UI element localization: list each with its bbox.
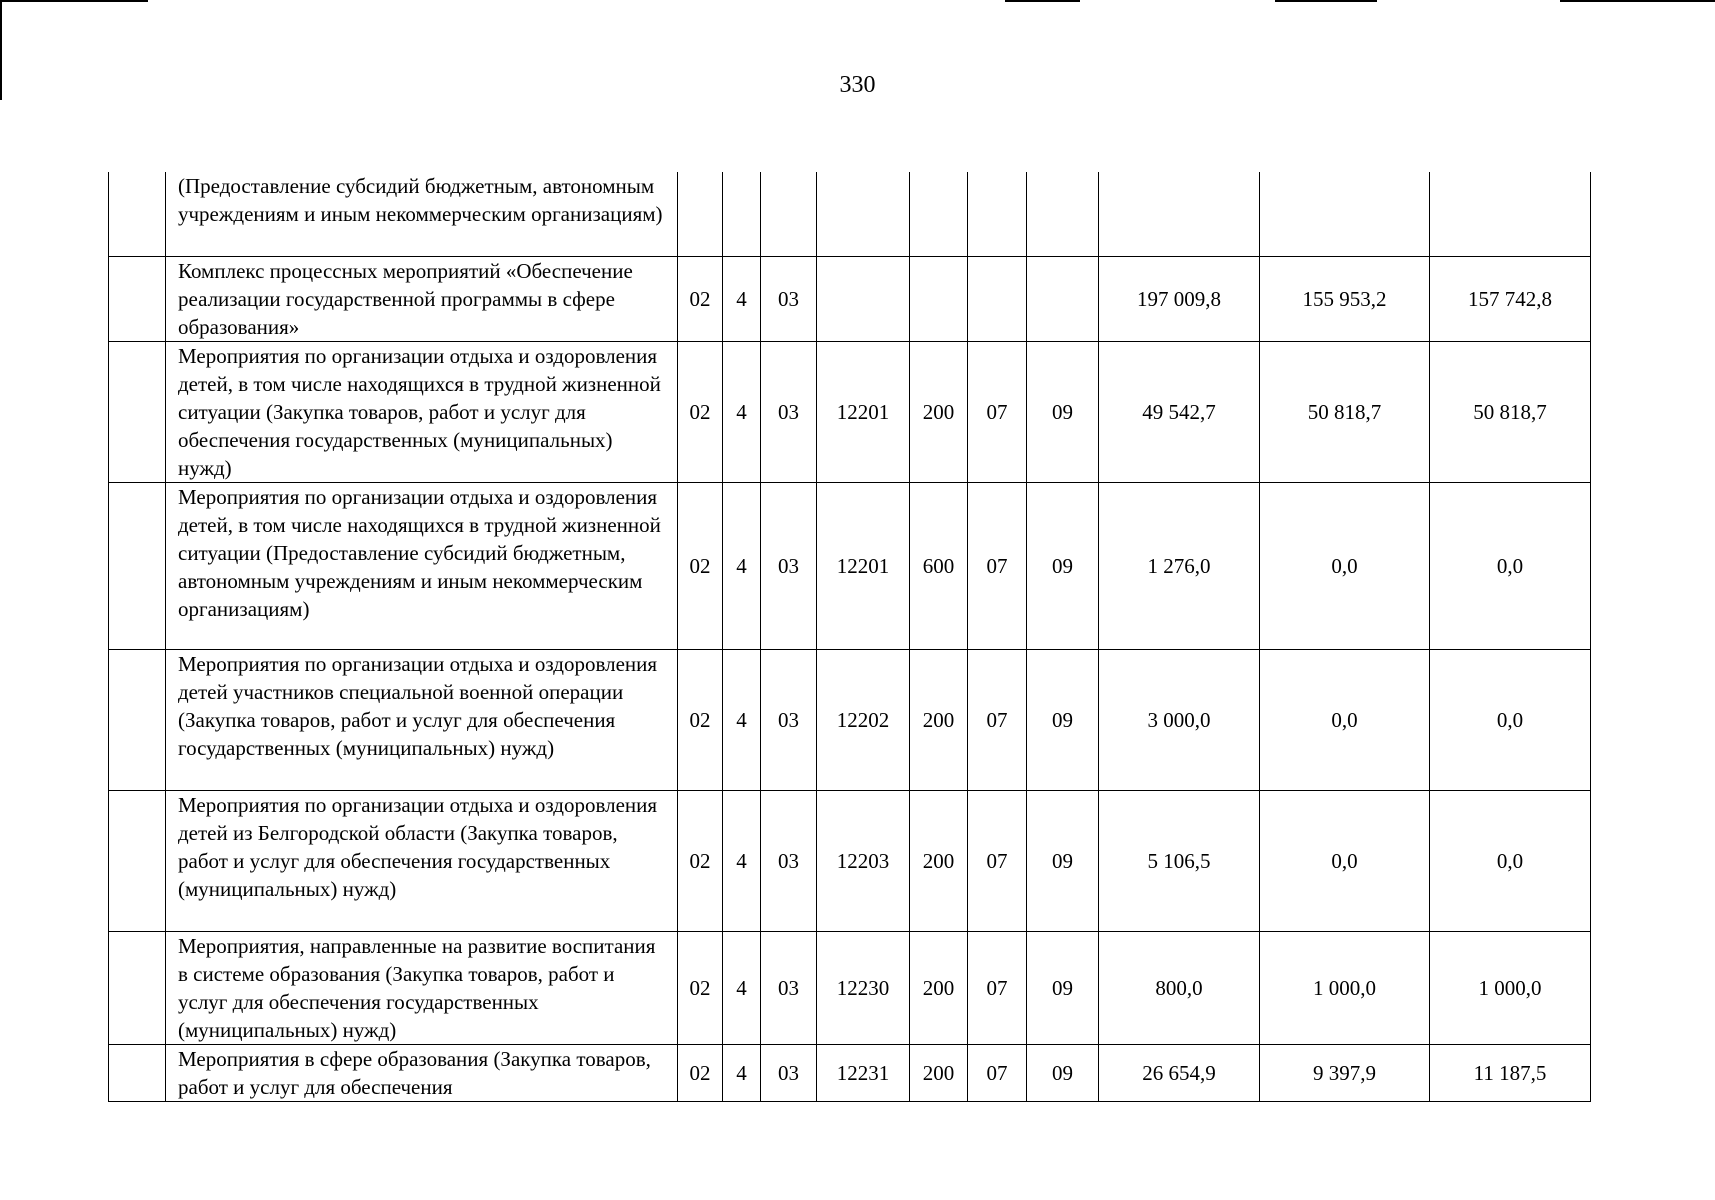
table-row [109, 1044, 1591, 1101]
amount-2026-cell: 0,0 [1430, 482, 1591, 649]
item-name-cell: Комплекс процессных мероприятий «Обеспечение реализации государственной программы в сфере образования» [166, 256, 678, 341]
code-col-4-cell: 12230 [817, 931, 910, 1044]
amount-2024-cell: 5 106,5 [1099, 790, 1260, 931]
amount-2026-cell: 0,0 [1430, 649, 1591, 790]
scan-edge-line [0, 0, 148, 2]
code-col-4-cell: 12202 [817, 649, 910, 790]
table-row [109, 790, 1591, 931]
page-number: 330 [839, 72, 876, 98]
code-col-2-cell [723, 172, 761, 256]
amount-2024-cell: 800,0 [1099, 931, 1260, 1044]
amount-2025-cell: 1 000,0 [1260, 931, 1430, 1044]
code-col-5-cell [910, 172, 968, 256]
code-col-2-cell: 4 [723, 341, 761, 482]
code-col-1-cell: 02 [678, 256, 723, 341]
row-number-cell [109, 1044, 166, 1101]
row-number-cell [109, 341, 166, 482]
code-col-7-cell: 09 [1027, 931, 1099, 1044]
item-name-cell: Мероприятия по организации отдыха и оздоровления детей участников специальной военной операции (Закупка товаров, работ и услуг для обеспечения государственных (муниципальных) нужд) [166, 649, 678, 790]
table-row [109, 931, 1591, 1044]
code-col-6-cell: 07 [968, 482, 1027, 649]
amount-2026-cell: 50 818,7 [1430, 341, 1591, 482]
amount-2026-cell: 0,0 [1430, 790, 1591, 931]
scan-edge-line [1560, 0, 1715, 2]
row-number-cell [109, 649, 166, 790]
item-name-cell: Мероприятия по организации отдыха и оздоровления детей из Белгородской области (Закупка товаров, работ и услуг для обеспечения государственных (муниципальных) нужд) [166, 790, 678, 931]
item-name-cell: (Предоставление субсидий бюджетным, автономным учреждениям и иным некоммерческим организациям) [166, 172, 678, 256]
code-col-1-cell: 02 [678, 1044, 723, 1101]
code-col-6-cell: 07 [968, 931, 1027, 1044]
code-col-1-cell: 02 [678, 649, 723, 790]
code-col-3-cell: 03 [761, 482, 817, 649]
code-col-6-cell [968, 256, 1027, 341]
code-col-3-cell: 03 [761, 256, 817, 341]
code-col-3-cell: 03 [761, 931, 817, 1044]
amount-2025-cell: 0,0 [1260, 482, 1430, 649]
code-col-1-cell: 02 [678, 482, 723, 649]
code-col-6-cell: 07 [968, 790, 1027, 931]
amount-2025-cell: 155 953,2 [1260, 256, 1430, 341]
code-col-1-cell: 02 [678, 341, 723, 482]
code-col-2-cell: 4 [723, 482, 761, 649]
amount-2025-cell: 9 397,9 [1260, 1044, 1430, 1101]
code-col-7-cell: 09 [1027, 341, 1099, 482]
code-col-5-cell: 200 [910, 790, 968, 931]
scan-edge-line [1275, 0, 1377, 2]
code-col-2-cell: 4 [723, 256, 761, 341]
code-col-3-cell: 03 [761, 341, 817, 482]
code-col-3-cell: 03 [761, 790, 817, 931]
code-col-4-cell: 12201 [817, 341, 910, 482]
code-col-7-cell: 09 [1027, 649, 1099, 790]
amount-2024-cell: 1 276,0 [1099, 482, 1260, 649]
code-col-3-cell: 03 [761, 649, 817, 790]
row-number-cell [109, 482, 166, 649]
table-row [109, 482, 1591, 649]
code-col-2-cell: 4 [723, 1044, 761, 1101]
code-col-6-cell: 07 [968, 1044, 1027, 1101]
code-col-7-cell: 09 [1027, 1044, 1099, 1101]
amount-2026-cell: 157 742,8 [1430, 256, 1591, 341]
amount-2026-cell: 11 187,5 [1430, 1044, 1591, 1101]
code-col-7-cell: 09 [1027, 790, 1099, 931]
code-col-6-cell: 07 [968, 341, 1027, 482]
amount-2026-cell: 1 000,0 [1430, 931, 1591, 1044]
code-col-7-cell: 09 [1027, 482, 1099, 649]
row-number-cell [109, 172, 166, 256]
code-col-1-cell [678, 172, 723, 256]
code-col-4-cell [817, 256, 910, 341]
item-name-cell: Мероприятия по организации отдыха и оздоровления детей, в том числе находящихся в трудной жизненной ситуации (Закупка товаров, работ и услуг для обеспечения государственных (муниципальных) нужд) [166, 341, 678, 482]
code-col-4-cell: 12201 [817, 482, 910, 649]
code-col-4-cell: 12203 [817, 790, 910, 931]
item-name-cell: Мероприятия, направленные на развитие воспитания в системе образования (Закупка товаров, работ и услуг для обеспечения государственных (муниципальных) нужд) [166, 931, 678, 1044]
table-body [109, 172, 1591, 1101]
code-col-6-cell [968, 172, 1027, 256]
table-row [109, 256, 1591, 341]
table-row [109, 649, 1591, 790]
item-name-cell: Мероприятия по организации отдыха и оздоровления детей, в том числе находящихся в трудной жизненной ситуации (Предоставление субсидий бюджетным, автономным учреждениям и иным некоммерческим организациям) [166, 482, 678, 649]
table-row [109, 172, 1591, 256]
code-col-5-cell: 200 [910, 931, 968, 1044]
code-col-5-cell: 200 [910, 1044, 968, 1101]
code-col-2-cell: 4 [723, 790, 761, 931]
code-col-7-cell [1027, 256, 1099, 341]
code-col-5-cell: 600 [910, 482, 968, 649]
code-col-2-cell: 4 [723, 649, 761, 790]
code-col-1-cell: 02 [678, 790, 723, 931]
amount-2024-cell: 49 542,7 [1099, 341, 1260, 482]
amount-2025-cell: 0,0 [1260, 649, 1430, 790]
code-col-5-cell: 200 [910, 341, 968, 482]
amount-2024-cell: 197 009,8 [1099, 256, 1260, 341]
budget-table [108, 172, 1591, 1102]
code-col-4-cell [817, 172, 910, 256]
table-row [109, 341, 1591, 482]
amount-2024-cell: 26 654,9 [1099, 1044, 1260, 1101]
amount-2025-cell: 50 818,7 [1260, 341, 1430, 482]
item-name-cell: Мероприятия в сфере образования (Закупка товаров, работ и услуг для обеспечения [166, 1044, 678, 1101]
code-col-2-cell: 4 [723, 931, 761, 1044]
amount-2026-cell [1430, 172, 1591, 256]
code-col-5-cell [910, 256, 968, 341]
code-col-7-cell [1027, 172, 1099, 256]
amount-2025-cell [1260, 172, 1430, 256]
code-col-1-cell: 02 [678, 931, 723, 1044]
row-number-cell [109, 790, 166, 931]
code-col-3-cell [761, 172, 817, 256]
amount-2024-cell [1099, 172, 1260, 256]
scan-edge-line [1005, 0, 1080, 2]
row-number-cell [109, 256, 166, 341]
amount-2025-cell: 0,0 [1260, 790, 1430, 931]
code-col-5-cell: 200 [910, 649, 968, 790]
code-col-3-cell: 03 [761, 1044, 817, 1101]
code-col-6-cell: 07 [968, 649, 1027, 790]
row-number-cell [109, 931, 166, 1044]
amount-2024-cell: 3 000,0 [1099, 649, 1260, 790]
code-col-4-cell: 12231 [817, 1044, 910, 1101]
